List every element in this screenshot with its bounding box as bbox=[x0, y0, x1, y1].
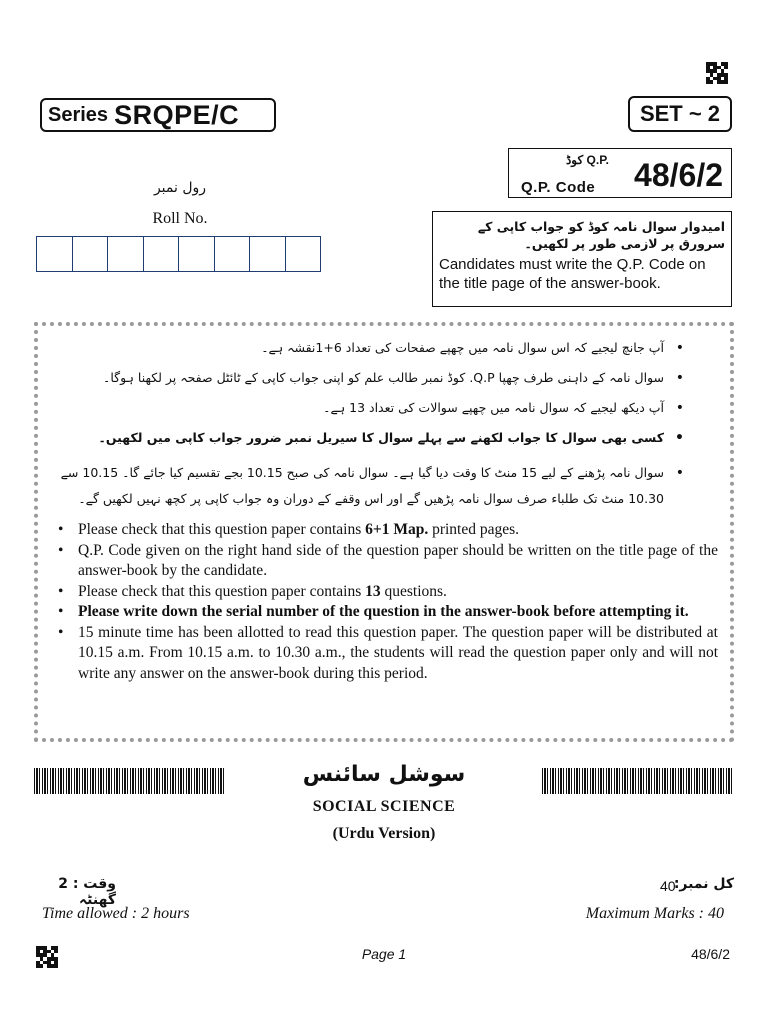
candidate-note-box bbox=[432, 211, 732, 307]
time-allowed-urdu: وقت : 2 گھنٹہ bbox=[58, 876, 116, 908]
instruction-english-item bbox=[56, 602, 718, 623]
roll-number-cell[interactable] bbox=[37, 237, 73, 271]
instruction-text: questions. bbox=[380, 582, 447, 600]
qr-code-icon bbox=[36, 946, 58, 968]
time-allowed: Time allowed : 2 hours bbox=[42, 905, 190, 922]
instruction-english-item bbox=[56, 541, 718, 582]
footer-code: 48/6/2 bbox=[691, 946, 730, 962]
instruction-english-item bbox=[56, 520, 718, 541]
roll-number-cell[interactable] bbox=[286, 237, 321, 271]
roll-number-urdu-label: رول نمبر bbox=[153, 180, 207, 196]
barcode-left bbox=[34, 768, 224, 794]
series-box bbox=[40, 98, 276, 132]
marks-urdu: کل نمبر: bbox=[673, 876, 734, 892]
roll-number-cell[interactable] bbox=[215, 237, 251, 271]
instruction-english-item bbox=[56, 623, 718, 685]
instruction-bold-text: Please write down the serial number of the question in the answer-book before attempting it. bbox=[78, 603, 689, 620]
series-label: Series bbox=[48, 103, 109, 126]
candidate-note-english: Candidates must write the Q.P. Code on the title page of the answer-book. bbox=[439, 256, 706, 292]
instruction-urdu-item: • آپ جانچ لیجیے کہ اس سوال نامہ میں چھپے صفحات کی تعداد 6+1نقشہ ہے۔ bbox=[46, 340, 686, 355]
instructions-english-list bbox=[56, 520, 718, 684]
instructions-urdu-list bbox=[46, 340, 686, 512]
roll-number-cell[interactable] bbox=[144, 237, 180, 271]
qr-code-icon bbox=[706, 62, 728, 84]
instructions-box bbox=[34, 322, 734, 742]
page-number: Page 1 bbox=[361, 946, 407, 962]
instruction-text: Please check that this question paper contains bbox=[78, 521, 366, 538]
roll-number-boxes[interactable] bbox=[36, 236, 321, 272]
instruction-urdu-item: • آپ دیکھ لیجیے کہ سوال نامہ میں چھپے سوالات کی تعداد 13 ہے۔ bbox=[46, 400, 686, 415]
maximum-marks: Maximum Marks : 40 bbox=[585, 905, 724, 922]
instruction-english-item bbox=[56, 582, 718, 603]
roll-number-cell[interactable] bbox=[73, 237, 109, 271]
candidate-note-urdu: امیدوار سوال نامہ کوڈ کو جواب کاپی کے سرورق پر لازمی طور پر لکھیں۔ bbox=[477, 219, 725, 251]
barcode-right bbox=[542, 768, 732, 794]
roll-number-cell[interactable] bbox=[250, 237, 286, 271]
instruction-urdu-item: • کسی بھی سوال کا جواب لکھنے سے پہلے سوال کا سیریل نمبر ضرور جواب کاپی میں لکھیں۔ bbox=[46, 430, 686, 445]
subject-title: SOCIAL SCIENCE bbox=[312, 798, 456, 815]
instruction-text: Please check that this question paper contains bbox=[78, 582, 366, 600]
set-box: SET ~ 2 bbox=[628, 96, 732, 132]
instruction-bold-text: 13 bbox=[365, 582, 381, 600]
instruction-text: printed pages. bbox=[428, 521, 520, 538]
subject-version: (Urdu Version) bbox=[332, 825, 436, 842]
subject-urdu: سوشل سائنس bbox=[302, 762, 466, 787]
instruction-text: 15 minute time has been allotted to read this question paper. The question paper will be distributed at 10.15 a.m. From 10.15 a.m. to 10.30 a.m., the students will read the question paper only and will not write any answer on the answer-book during this period. bbox=[78, 623, 718, 682]
qp-code-label: Q.P. Code bbox=[521, 179, 596, 196]
marks-value: 40 bbox=[660, 878, 676, 894]
qp-code-urdu-label: کوڈ Q.P. bbox=[565, 153, 609, 167]
instruction-urdu-item: • سوال نامہ پڑھنے کے لیے 15 منٹ کا وقت دیا گیا ہے۔ سوال نامہ کی صبح 10.15 بجے تقسیم کیا جائے گا۔ 10.15 سے 10.30 منٹ تک طلباء صرف سوال نامہ پڑھیں گے اور اس وقفے کے دوران وہ جواب کاپی پر کچھ نہیں لکھیں گے۔ bbox=[46, 460, 686, 512]
roll-number-cell[interactable] bbox=[108, 237, 144, 271]
roll-number-label: Roll No. bbox=[152, 210, 208, 227]
qp-code-box bbox=[508, 148, 732, 198]
roll-number-cell[interactable] bbox=[179, 237, 215, 271]
instruction-urdu-item: • سوال نامہ کے داہنی طرف چھپا Q.P. کوڈ نمبر طالب علم کو اپنی جواب کاپی کے ٹائٹل صفحہ پر لکھنا ہوگا۔ bbox=[46, 370, 686, 385]
series-code: SRQPE/C bbox=[114, 99, 240, 130]
qp-code-value: 48/6/2 bbox=[634, 157, 723, 193]
instruction-text: Q.P. Code given on the right hand side of the question paper should be written on the title page of the answer-book by the candidate. bbox=[78, 541, 718, 579]
instruction-bold-text: 6+1 Map. bbox=[365, 521, 429, 538]
